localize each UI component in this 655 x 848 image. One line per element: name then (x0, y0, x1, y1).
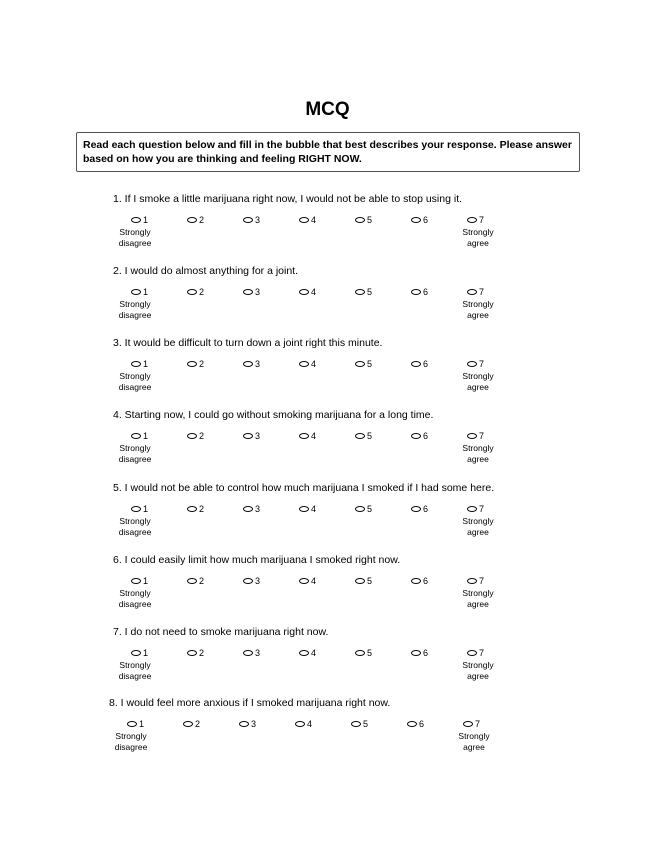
response-option-3[interactable] (243, 504, 260, 514)
option-label: 7 (479, 287, 485, 297)
option-label: 5 (367, 431, 373, 441)
anchor-line: disagree (114, 742, 148, 752)
response-option-7[interactable] (463, 719, 480, 729)
bubble-icon[interactable] (127, 721, 137, 727)
response-option-3[interactable] (243, 576, 260, 586)
option-label: 3 (255, 648, 261, 658)
anchor-line: Strongly (119, 588, 151, 598)
response-option-5[interactable] (355, 287, 372, 297)
response-option-5[interactable] (355, 576, 372, 586)
bubble-icon[interactable] (131, 217, 141, 223)
option-label: 7 (479, 215, 485, 225)
response-option-2[interactable] (187, 359, 204, 369)
response-option-5[interactable] (355, 504, 372, 514)
response-option-1[interactable] (131, 576, 148, 586)
option-label: 7 (479, 431, 485, 441)
bubble-icon[interactable] (243, 506, 253, 512)
left-anchor-label (106, 731, 156, 753)
bubble-icon[interactable] (187, 217, 197, 223)
response-option-2[interactable] (187, 648, 204, 658)
bubble-icon[interactable] (411, 289, 421, 295)
bubble-icon[interactable] (411, 433, 421, 439)
response-option-3[interactable] (243, 359, 260, 369)
bubble-icon[interactable] (243, 578, 253, 584)
option-label: 4 (311, 504, 317, 514)
bubble-icon[interactable] (243, 289, 253, 295)
question-6 (0, 554, 655, 620)
question-text: 6. I could easily limit how much marijuana I smoked right now. (113, 554, 401, 566)
anchor-line: Strongly (115, 731, 147, 741)
anchor-line: Strongly (462, 371, 494, 381)
option-label: 1 (143, 215, 149, 225)
bubble-icon[interactable] (467, 217, 477, 223)
question-text: 3. It would be difficult to turn down a joint right this minute. (113, 337, 383, 349)
bubble-icon[interactable] (299, 361, 309, 367)
bubble-icon[interactable] (299, 433, 309, 439)
bubble-icon[interactable] (467, 578, 477, 584)
anchor-line: Strongly (458, 731, 490, 741)
right-anchor-label (453, 443, 503, 465)
response-option-6[interactable] (411, 287, 428, 297)
option-label: 6 (423, 431, 429, 441)
response-option-1[interactable] (131, 431, 148, 441)
anchor-line: Strongly (119, 660, 151, 670)
option-label: 6 (423, 648, 429, 658)
bubble-icon[interactable] (243, 433, 253, 439)
question-text: 7. I do not need to smoke marijuana right now. (113, 626, 329, 638)
response-option-3[interactable] (243, 287, 260, 297)
response-option-2[interactable] (187, 504, 204, 514)
bubble-icon[interactable] (299, 506, 309, 512)
option-label: 1 (143, 287, 149, 297)
bubble-icon[interactable] (187, 433, 197, 439)
bubble-icon[interactable] (299, 289, 309, 295)
anchor-line: Strongly (462, 299, 494, 309)
response-option-1[interactable] (131, 648, 148, 658)
option-label: 6 (423, 215, 429, 225)
question-4 (0, 409, 655, 475)
anchor-line: Strongly (119, 371, 151, 381)
anchor-line: disagree (118, 671, 152, 681)
option-label: 3 (255, 215, 261, 225)
bubble-icon[interactable] (463, 721, 473, 727)
option-label: 3 (255, 576, 261, 586)
option-label: 2 (199, 648, 205, 658)
response-option-2[interactable] (187, 287, 204, 297)
option-label: 7 (479, 648, 485, 658)
anchor-line: Strongly (462, 516, 494, 526)
option-label: 5 (367, 576, 373, 586)
option-label: 6 (423, 359, 429, 369)
anchor-line: agree (467, 599, 489, 609)
anchor-line: agree (467, 527, 489, 537)
right-anchor-label (453, 516, 503, 538)
left-anchor-label (110, 371, 160, 393)
bubble-icon[interactable] (467, 361, 477, 367)
option-label: 1 (143, 576, 149, 586)
bubble-icon[interactable] (355, 578, 365, 584)
option-label: 5 (363, 719, 369, 729)
response-option-7[interactable] (467, 431, 484, 441)
response-option-2[interactable] (187, 431, 204, 441)
anchor-line: agree (467, 310, 489, 320)
anchor-line: Strongly (462, 660, 494, 670)
response-option-2[interactable] (187, 215, 204, 225)
bubble-icon[interactable] (411, 217, 421, 223)
bubble-icon[interactable] (467, 289, 477, 295)
bubble-icon[interactable] (187, 361, 197, 367)
response-option-5[interactable] (355, 648, 372, 658)
bubble-icon[interactable] (131, 578, 141, 584)
question-text: 2. I would do almost anything for a joint. (113, 265, 299, 277)
response-option-7[interactable] (467, 576, 484, 586)
left-anchor-label (110, 588, 160, 610)
anchor-line: agree (463, 742, 485, 752)
right-anchor-label (453, 227, 503, 249)
bubble-icon[interactable] (187, 578, 197, 584)
response-option-3[interactable] (243, 648, 260, 658)
option-label: 5 (367, 504, 373, 514)
option-label: 1 (139, 719, 145, 729)
anchor-line: agree (467, 671, 489, 681)
response-option-6[interactable] (411, 431, 428, 441)
option-label: 4 (311, 287, 317, 297)
option-label: 5 (367, 215, 373, 225)
question-2 (0, 265, 655, 331)
response-option-6[interactable] (411, 504, 428, 514)
option-label: 1 (143, 359, 149, 369)
bubble-icon[interactable] (411, 506, 421, 512)
response-option-7[interactable] (467, 648, 484, 658)
option-label: 4 (311, 215, 317, 225)
anchor-line: Strongly (119, 299, 151, 309)
anchor-line: Strongly (119, 227, 151, 237)
response-option-3[interactable] (243, 431, 260, 441)
anchor-line: agree (467, 238, 489, 248)
response-option-1[interactable] (131, 215, 148, 225)
option-label: 4 (307, 719, 313, 729)
bubble-icon[interactable] (355, 506, 365, 512)
response-option-7[interactable] (467, 215, 484, 225)
question-text: 5. I would not be able to control how much marijuana I smoked if I had some here. (113, 482, 495, 494)
response-option-5[interactable] (355, 431, 372, 441)
bubble-icon[interactable] (187, 506, 197, 512)
option-label: 5 (367, 648, 373, 658)
option-label: 2 (195, 719, 201, 729)
bubble-icon[interactable] (355, 650, 365, 656)
option-label: 4 (311, 431, 317, 441)
option-label: 2 (199, 431, 205, 441)
option-label: 3 (255, 431, 261, 441)
option-label: 2 (199, 359, 205, 369)
instructions-box: Read each question below and fill in the bubble that best describes your response. Please answer based on how you are thinking and feeling RIGHT NOW. (76, 132, 580, 172)
option-label: 1 (143, 504, 149, 514)
option-label: 1 (143, 431, 149, 441)
bubble-icon[interactable] (411, 578, 421, 584)
right-anchor-label (449, 731, 499, 753)
question-5 (0, 482, 655, 548)
option-label: 6 (419, 719, 425, 729)
anchor-line: agree (467, 454, 489, 464)
response-option-2[interactable] (187, 576, 204, 586)
anchor-line: disagree (118, 382, 152, 392)
bubble-icon[interactable] (243, 217, 253, 223)
option-label: 7 (475, 719, 481, 729)
left-anchor-label (110, 299, 160, 321)
bubble-icon[interactable] (239, 721, 249, 727)
response-option-4[interactable] (299, 431, 316, 441)
option-label: 2 (199, 215, 205, 225)
bubble-icon[interactable] (467, 433, 477, 439)
bubble-icon[interactable] (183, 721, 193, 727)
option-label: 3 (255, 287, 261, 297)
bubble-icon[interactable] (131, 361, 141, 367)
option-label: 2 (199, 576, 205, 586)
right-anchor-label (453, 588, 503, 610)
response-option-6[interactable] (411, 576, 428, 586)
option-label: 4 (311, 648, 317, 658)
question-text: 4. Starting now, I could go without smoking marijuana for a long time. (113, 409, 434, 421)
bubble-icon[interactable] (295, 721, 305, 727)
response-option-1[interactable] (131, 359, 148, 369)
option-label: 6 (423, 287, 429, 297)
response-option-5[interactable] (355, 359, 372, 369)
response-option-5[interactable] (355, 215, 372, 225)
anchor-line: disagree (118, 238, 152, 248)
option-label: 3 (255, 359, 261, 369)
bubble-icon[interactable] (467, 506, 477, 512)
bubble-icon[interactable] (299, 578, 309, 584)
bubble-icon[interactable] (355, 433, 365, 439)
question-1 (0, 193, 655, 259)
option-label: 4 (311, 359, 317, 369)
left-anchor-label (110, 516, 160, 538)
response-option-7[interactable] (467, 504, 484, 514)
anchor-line: disagree (118, 599, 152, 609)
bubble-icon[interactable] (355, 217, 365, 223)
question-7 (0, 626, 655, 692)
left-anchor-label (110, 227, 160, 249)
response-option-4[interactable] (299, 504, 316, 514)
bubble-icon[interactable] (131, 650, 141, 656)
response-option-6[interactable] (411, 359, 428, 369)
response-option-1[interactable] (131, 504, 148, 514)
bubble-icon[interactable] (131, 506, 141, 512)
option-label: 6 (423, 576, 429, 586)
bubble-icon[interactable] (187, 650, 197, 656)
anchor-line: Strongly (462, 443, 494, 453)
bubble-icon[interactable] (243, 361, 253, 367)
option-label: 2 (199, 287, 205, 297)
response-option-5[interactable] (351, 719, 368, 729)
response-option-7[interactable] (467, 287, 484, 297)
option-label: 6 (423, 504, 429, 514)
anchor-line: Strongly (119, 443, 151, 453)
response-option-7[interactable] (467, 359, 484, 369)
anchor-line: Strongly (462, 227, 494, 237)
response-option-3[interactable] (239, 719, 256, 729)
response-option-4[interactable] (295, 719, 312, 729)
left-anchor-label (110, 660, 160, 682)
bubble-icon[interactable] (407, 721, 417, 727)
option-label: 2 (199, 504, 205, 514)
response-option-4[interactable] (299, 648, 316, 658)
response-option-6[interactable] (411, 648, 428, 658)
option-label: 5 (367, 359, 373, 369)
question-3 (0, 337, 655, 403)
left-anchor-label (110, 443, 160, 465)
anchor-line: agree (467, 382, 489, 392)
bubble-icon[interactable] (411, 361, 421, 367)
option-label: 1 (143, 648, 149, 658)
option-label: 5 (367, 287, 373, 297)
question-text: 8. I would feel more anxious if I smoked marijuana right now. (109, 697, 391, 709)
response-option-1[interactable] (127, 719, 144, 729)
bubble-icon[interactable] (299, 650, 309, 656)
response-option-6[interactable] (411, 215, 428, 225)
bubble-icon[interactable] (355, 361, 365, 367)
response-option-6[interactable] (407, 719, 424, 729)
bubble-icon[interactable] (243, 650, 253, 656)
bubble-icon[interactable] (131, 289, 141, 295)
response-option-4[interactable] (299, 359, 316, 369)
response-option-1[interactable] (131, 287, 148, 297)
right-anchor-label (453, 299, 503, 321)
right-anchor-label (453, 660, 503, 682)
option-label: 4 (311, 576, 317, 586)
option-label: 7 (479, 359, 485, 369)
anchor-line: Strongly (119, 516, 151, 526)
bubble-icon[interactable] (467, 650, 477, 656)
right-anchor-label (453, 371, 503, 393)
response-option-4[interactable] (299, 576, 316, 586)
option-label: 7 (479, 576, 485, 586)
response-option-4[interactable] (299, 215, 316, 225)
bubble-icon[interactable] (351, 721, 361, 727)
bubble-icon[interactable] (299, 217, 309, 223)
bubble-icon[interactable] (411, 650, 421, 656)
page-title: MCQ (305, 99, 350, 120)
question-text: 1. If I smoke a little marijuana right now, I would not be able to stop using it. (113, 193, 463, 205)
anchor-line: disagree (118, 310, 152, 320)
response-option-2[interactable] (183, 719, 200, 729)
anchor-line: disagree (118, 527, 152, 537)
bubble-icon[interactable] (355, 289, 365, 295)
option-label: 3 (255, 504, 261, 514)
bubble-icon[interactable] (187, 289, 197, 295)
option-label: 7 (479, 504, 485, 514)
bubble-icon[interactable] (131, 433, 141, 439)
question-8 (0, 697, 655, 763)
response-option-3[interactable] (243, 215, 260, 225)
response-option-4[interactable] (299, 287, 316, 297)
anchor-line: Strongly (462, 588, 494, 598)
option-label: 3 (251, 719, 257, 729)
anchor-line: disagree (118, 454, 152, 464)
